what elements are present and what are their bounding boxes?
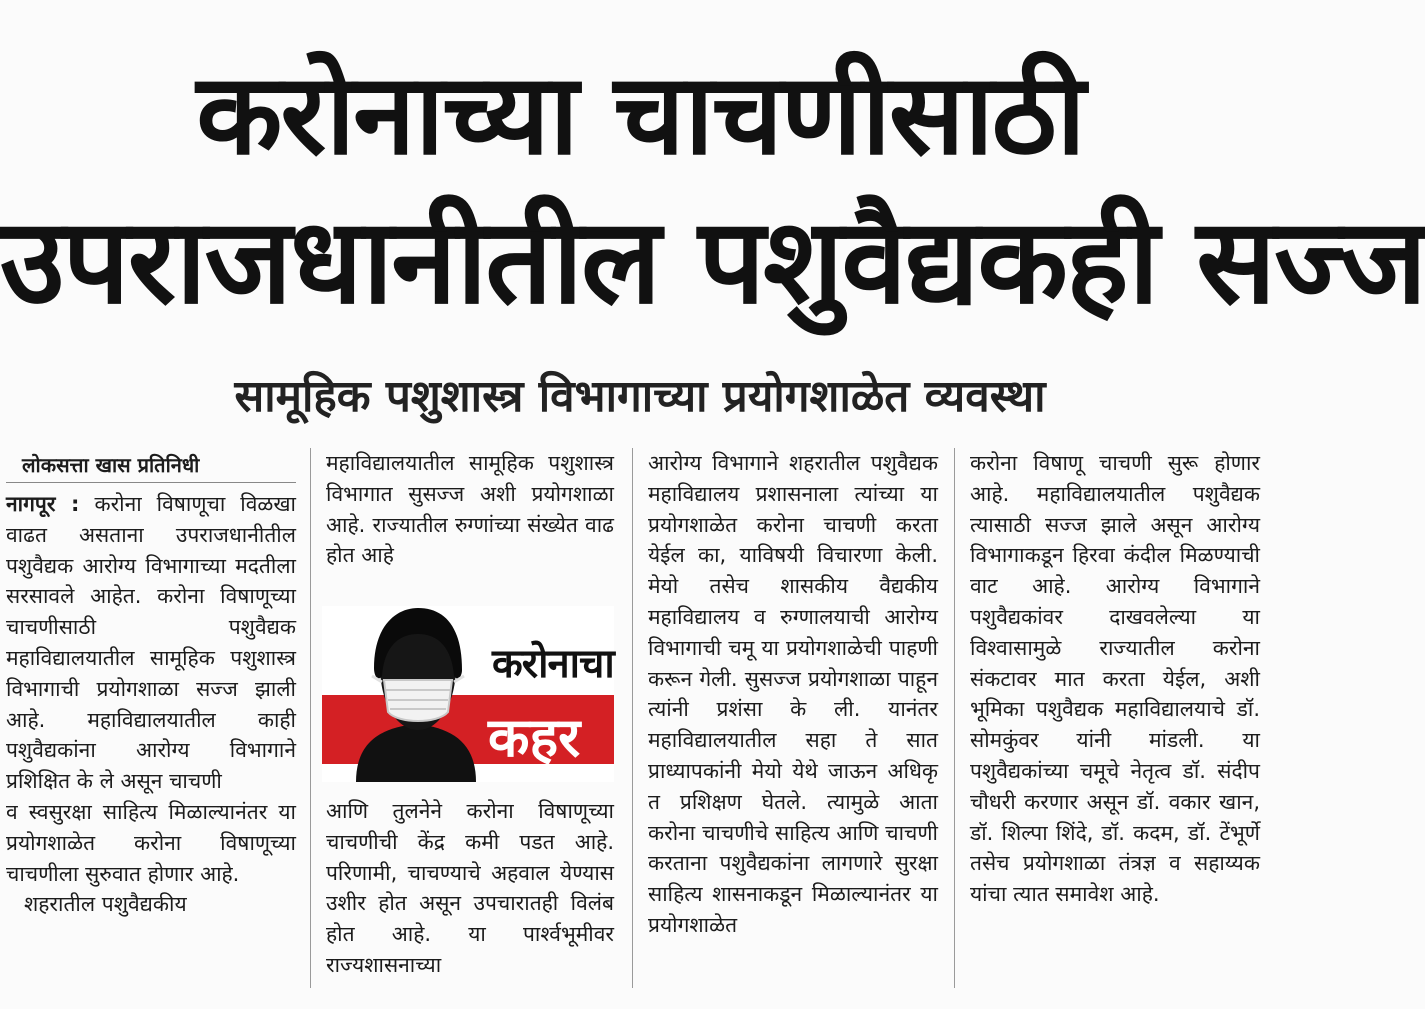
graphic-label-top: करोनाचा	[492, 641, 614, 687]
graphic-box	[322, 606, 614, 782]
article-paragraph: आरोग्य विभागाने शहरातील पशुवैद्यक महाविद्यालय प्रशासनाला त्यांच्या या प्रयोगशाळेत करोना चाचणी करता येईल का, याविषयी विचारणा केली. मेयो तसेच शासकीय वैद्यकीय महाविद्यालय व रुग्णालयाची आरोग्य विभागाची चमू या प्रयोगशाळेची पाहणी करून गेली. सुसज्ज प्रयोगशाळा पाहून त्यांनी प्रशंसा के ली. यानंतर महाविद्यालयातील सहा ते सात प्राध्यापकांनी मेयो येथे जाऊन अधिकृ त प्रशिक्षण घेतले. त्यामुळे आता करोना चाचणीचे साहित्य आणि चाचणी करताना पशुवैद्यकांना लागणारे सुरक्षा साहित्य शासनाकडून मिळाल्यानंतर या प्रयोगशाळेत	[648, 451, 938, 937]
column-3	[648, 448, 938, 988]
masked-person-icon	[336, 606, 496, 782]
column-4	[970, 448, 1260, 988]
paragraph-text: करोना विषाणूचा विळखा वाढत असताना उपराजधानीतील पशुवैद्यक आरोग्य विभागाच्या मदतीला सरसावले आहेत. करोना विषाणूच्या चाचणीसाठी पशुवैद्यक महाविद्यालयातील सामूहिक पशुशास्त्र विभागाची प्रयोगशाळा सज्ज झाली आहे. महाविद्यालयातील काही पशुवैद्यकांना आरोग्य विभागाने प्रशिक्षित के ले असून चाचणी	[6, 492, 296, 794]
article-paragraph: शहरातील पशुवैद्यकीय	[24, 892, 187, 917]
article-paragraph: महाविद्यालयातील सामूहिक पशुशास्त्र विभागात सुसज्ज अशी प्रयोगशाळा आहे. राज्यातील रुग्णांच्या संख्येत वाढ होत आहे	[326, 451, 614, 568]
column-divider	[632, 448, 633, 988]
column-divider	[310, 448, 311, 988]
article-paragraph: करोना विषाणू चाचणी सुरू होणार आहे. महाविद्यालयातील पशुवैद्यक त्यासाठी सज्ज झाले असून आरोग्य विभागाकडून हिरवा कंदील मिळण्याची वाट आहे. आरोग्य विभागाने पशुवैद्यकांवर दाखवलेल्या या विश्वासामुळे राज्यातील करोना संकटावर मात करता येईल, अशी भूमिका पशुवैद्यक महाविद्यालयाचे डॉ. सोमकुंवर यांनी मांडली. या पशुवैद्यकांच्या चमूचे नेतृत्व डॉ. संदीप चौधरी करणार असून डॉ. वकार खान, डॉ. शिल्पा शिंदे, डॉ. कदम, डॉ. टेंभूर्णे तसेच प्रयोगशाळा तंत्रज्ञ व सहाय्यक यांचा त्यात समावेश आहे.	[970, 451, 1260, 907]
headline-line-1: करोनाच्या चाचणीसाठी	[196, 50, 1084, 180]
byline: लोकसत्ता खास प्रतिनिधी	[6, 448, 296, 483]
subheadline: सामूहिक पशुशास्त्र विभागाच्या प्रयोगशाळेत व्यवस्था	[234, 371, 1046, 422]
article-paragraph: व स्वसुरक्षा साहित्य मिळाल्यानंतर या प्रयोगशाळेत करोना विषाणूच्या चाचणीला सुरुवात होणार आहे.	[6, 799, 296, 886]
column-1	[0, 448, 296, 988]
column-2-bottom	[326, 796, 614, 981]
article-paragraph: आणि तुलनेने करोना विषाणूच्या चाचणीची केंद्र कमी पडत आहे. परिणामी, चाचण्याचे अहवाल येण्यास उशीर होत असून उपचारातही विलंब होत आहे. या पार्श्वभूमीवर राज्यशासनाच्या	[326, 799, 614, 977]
article-paragraph	[6, 489, 296, 797]
graphic-label-bottom: कहर	[488, 706, 581, 769]
column-2-top	[326, 448, 614, 598]
column-divider	[954, 448, 955, 988]
headline-line-2: उपराजधानीतील पशुवैद्यकही सज्ज	[0, 192, 1425, 330]
dateline: नागपूर :	[6, 492, 80, 516]
